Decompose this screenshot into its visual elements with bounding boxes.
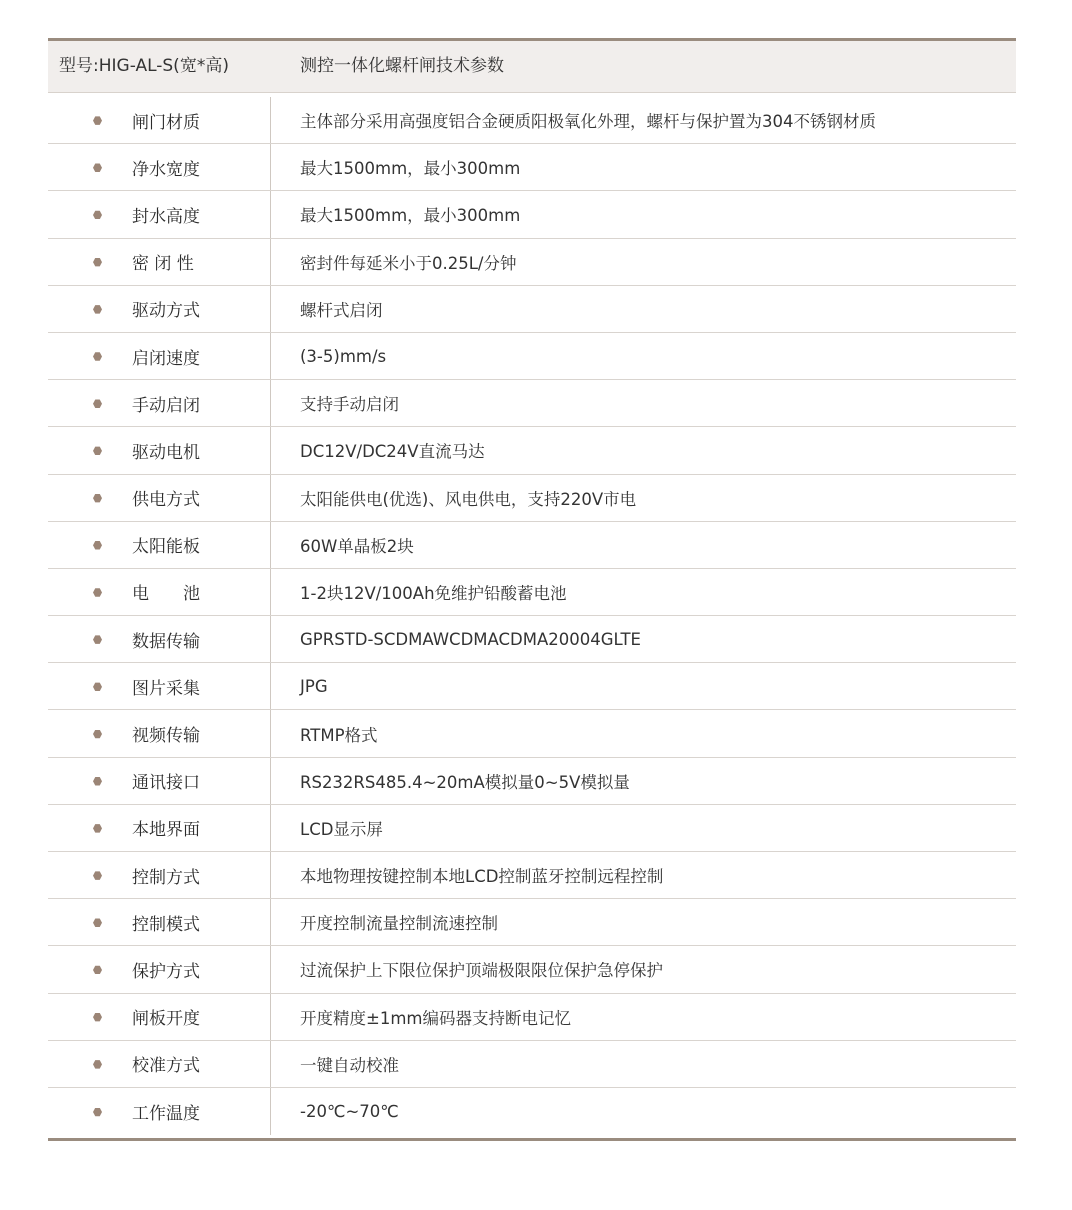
row-value: 60W单晶板2块 bbox=[300, 536, 414, 556]
row-label: 驱动方式 bbox=[132, 301, 200, 322]
hexagon-bullet-icon bbox=[93, 163, 102, 172]
row-label: 控制模式 bbox=[132, 914, 200, 935]
hexagon-bullet-icon bbox=[93, 965, 102, 974]
row-label: 控制方式 bbox=[132, 867, 200, 888]
row-value: (3-5)mm/s bbox=[300, 346, 387, 366]
table-row bbox=[48, 758, 1016, 805]
row-label: 视频传输 bbox=[132, 726, 200, 747]
row-value: LCD显示屏 bbox=[300, 819, 383, 839]
table-row bbox=[48, 1088, 1016, 1135]
row-label: 手动启闭 bbox=[132, 395, 200, 416]
row-label: 驱动电机 bbox=[132, 442, 200, 463]
hexagon-bullet-icon bbox=[93, 588, 102, 597]
row-value: JPG bbox=[300, 676, 328, 696]
table-title: 测控一体化螺杆闸技术参数 bbox=[300, 56, 504, 76]
row-label: 太阳能板 bbox=[132, 537, 200, 558]
row-label: 电 池 bbox=[132, 584, 200, 605]
row-label: 净水宽度 bbox=[132, 159, 200, 180]
table-row bbox=[48, 1041, 1016, 1088]
row-value: 一键自动校准 bbox=[300, 1055, 399, 1075]
row-value: 太阳能供电(优选)、风电供电，支持220V市电 bbox=[300, 489, 637, 509]
row-value: 密封件每延米小于0.25L/分钟 bbox=[300, 253, 517, 273]
hexagon-bullet-icon bbox=[93, 258, 102, 267]
row-label: 启闭速度 bbox=[132, 348, 200, 369]
table-row bbox=[48, 663, 1016, 710]
table-row bbox=[48, 946, 1016, 993]
hexagon-bullet-icon bbox=[93, 1108, 102, 1117]
row-label: 校准方式 bbox=[132, 1056, 200, 1077]
table-row bbox=[48, 569, 1016, 616]
row-label: 闸板开度 bbox=[132, 1009, 200, 1030]
table-row bbox=[48, 475, 1016, 522]
table-row bbox=[48, 380, 1016, 427]
table-row bbox=[48, 994, 1016, 1041]
table-row bbox=[48, 852, 1016, 899]
row-value: GPRSTD-SCDMAWCDMACDMA20004GLTE bbox=[300, 629, 641, 649]
bottom-rule bbox=[48, 1138, 1016, 1141]
hexagon-bullet-icon bbox=[93, 824, 102, 833]
row-label: 通讯接口 bbox=[132, 773, 200, 794]
hexagon-bullet-icon bbox=[93, 682, 102, 691]
row-value: -20℃~70℃ bbox=[300, 1102, 399, 1122]
spec-rows bbox=[48, 97, 1016, 1135]
hexagon-bullet-icon bbox=[93, 1013, 102, 1022]
row-value: 最大1500mm，最小300mm bbox=[300, 159, 521, 179]
table-header bbox=[48, 41, 1016, 93]
hexagon-bullet-icon bbox=[93, 494, 102, 503]
table-row bbox=[48, 333, 1016, 380]
table-row bbox=[48, 191, 1016, 238]
hexagon-bullet-icon bbox=[93, 305, 102, 314]
table-row bbox=[48, 805, 1016, 852]
table-row bbox=[48, 616, 1016, 663]
table-row bbox=[48, 286, 1016, 333]
table-row bbox=[48, 899, 1016, 946]
row-label: 本地界面 bbox=[132, 820, 200, 841]
spec-table bbox=[48, 38, 1016, 1141]
hexagon-bullet-icon bbox=[93, 399, 102, 408]
row-value: RTMP格式 bbox=[300, 725, 378, 745]
table-row bbox=[48, 427, 1016, 474]
row-label: 保护方式 bbox=[132, 961, 200, 982]
row-value: 开度精度±1mm编码器支持断电记忆 bbox=[300, 1008, 571, 1028]
hexagon-bullet-icon bbox=[93, 210, 102, 219]
table-row bbox=[48, 522, 1016, 569]
row-value: 最大1500mm，最小300mm bbox=[300, 206, 521, 226]
hexagon-bullet-icon bbox=[93, 446, 102, 455]
table-row bbox=[48, 144, 1016, 191]
table-row bbox=[48, 710, 1016, 757]
row-label: 数据传输 bbox=[132, 631, 200, 652]
row-value: DC12V/DC24V直流马达 bbox=[300, 442, 485, 462]
row-value: RS232RS485.4~20mA模拟量0~5V模拟量 bbox=[300, 772, 630, 792]
row-value: 螺杆式启闭 bbox=[300, 300, 383, 320]
row-value: 支持手动启闭 bbox=[300, 395, 399, 415]
hexagon-bullet-icon bbox=[93, 1060, 102, 1069]
hexagon-bullet-icon bbox=[93, 777, 102, 786]
row-value: 过流保护上下限位保护顶端极限限位保护急停保护 bbox=[300, 961, 663, 981]
hexagon-bullet-icon bbox=[93, 871, 102, 880]
table-row bbox=[48, 97, 1016, 144]
hexagon-bullet-icon bbox=[93, 918, 102, 927]
row-label: 供电方式 bbox=[132, 490, 200, 511]
hexagon-bullet-icon bbox=[93, 730, 102, 739]
row-value: 主体部分采用高强度铝合金硬质阳极氧化外理，螺杆与保护置为304不锈钢材质 bbox=[300, 112, 876, 132]
model-label: 型号:HIG-AL-S(宽*高) bbox=[59, 56, 229, 76]
row-value: 1-2块12V/100Ah免维护铅酸蓄电池 bbox=[300, 583, 567, 603]
row-label: 封水高度 bbox=[132, 206, 200, 227]
hexagon-bullet-icon bbox=[93, 635, 102, 644]
table-row bbox=[48, 239, 1016, 286]
row-label: 图片采集 bbox=[132, 678, 200, 699]
hexagon-bullet-icon bbox=[93, 352, 102, 361]
row-label: 闸门材质 bbox=[132, 112, 200, 133]
row-label: 工作温度 bbox=[132, 1104, 200, 1125]
row-label: 密 闭 性 bbox=[132, 254, 194, 275]
hexagon-bullet-icon bbox=[93, 116, 102, 125]
row-value: 本地物理按键控制本地LCD控制蓝牙控制远程控制 bbox=[300, 867, 664, 887]
hexagon-bullet-icon bbox=[93, 541, 102, 550]
row-value: 开度控制流量控制流速控制 bbox=[300, 914, 498, 934]
